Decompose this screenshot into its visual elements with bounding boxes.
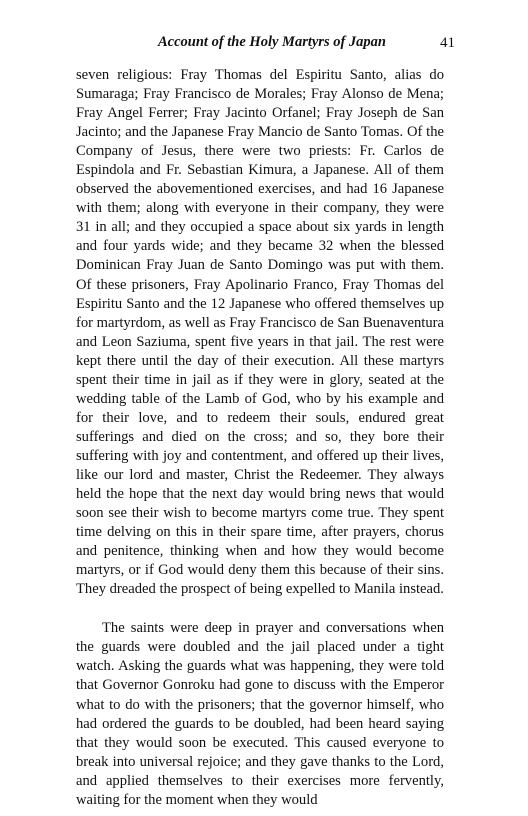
page-number: 41 xyxy=(440,35,455,51)
running-title: Account of the Holy Martyrs of Japan xyxy=(158,34,386,50)
paragraph-continued: seven religious: Fray Thomas del Espiritu Santo, alias do Sumaraga; Fray Francisco de Morales; Fray Alonso de Mena; Fray Angel Ferrer; Fray Jacinto Orfanel; Fray Joseph de San Jacinto; and the Japanese Fray Mancio de Santo Tomas. Of the Company of Jesus, there were two priests: Fr. Carlos de Espindola and Fr. Sebastian Kimura, a Japanese. All of them observed the abovementioned exercises, and had 16 Japanese with them; along with everyone in their company, they were 31 in all; and they occupied a space about six yards in length and four yards wide; and they became 32 when the blessed Dominican Fray Juan de Santo Domingo was put with them. Of these prisoners, Fray Apolinario Franco, Fray Thomas del Espiritu Santo and the 12 Japanese who offered themselves up for martyrdom, as well as Fray Francisco de San Buenaventura and Leon Saziuma, spent five years in that jail. The rest were kept there until the day of their execution. All these martyrs spent their time in jail as if they were in glory, seated at the wedding table of the Lamb of God, who by his example and for their love, and to redeem their souls, endured great sufferings and died on the cross; and so, they bore their suffering with joy and contentment, and offered up their lives, like our lord and master, Christ the Redeemer. They always held the hope that the next day would bring news that would soon see their wish to become martyrs come true. They spent time delving on this in their spare time, after prayers, chorus and penitence, thinking when and how they would become martyrs, or if God would deny them this because of their sins. They dreaded the prospect of being expelled to Manila instead. xyxy=(76,67,444,598)
paragraph: The saints were deep in prayer and conversations when the guards were doubled and the jail placed under a tight watch. Asking the guards what was happening, they were told that Governor Gonroku had gone to discuss with the Emperor what to do with the prisoners; that the governor himself, who had ordered the guards to be doubled, had been heard saying that they would soon be executed. This caused everyone to break into universal rejoice; and they gave thanks to the Lord, and applied themselves to their exercises more fervently, waiting for the moment when they would xyxy=(76,620,444,808)
page-header xyxy=(0,34,528,56)
body-text xyxy=(76,66,444,810)
